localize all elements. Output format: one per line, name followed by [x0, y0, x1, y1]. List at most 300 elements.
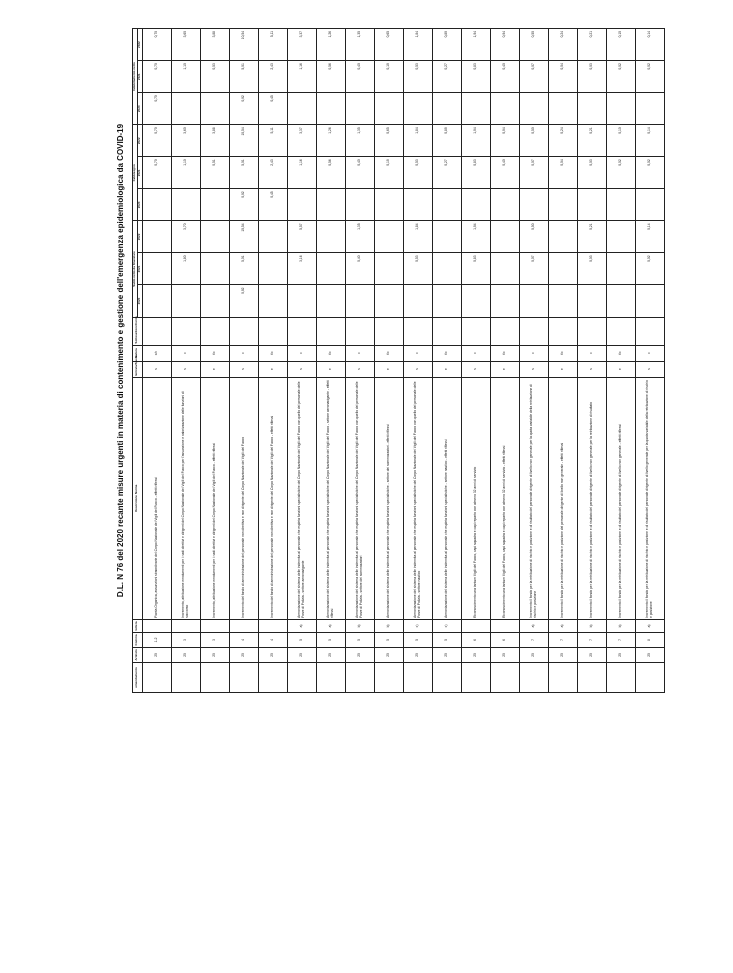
- header-comma: Comma: [133, 632, 143, 647]
- sottosettore-cell: [171, 317, 200, 345]
- header-descrizione: Descrizione Norma: [133, 377, 143, 619]
- table-row: [200, 29, 229, 693]
- comma-cell: 7: [606, 632, 635, 647]
- comma-cell: 1-2: [142, 632, 171, 647]
- header-year: 2020: [137, 189, 142, 221]
- sn-value-cell: 10,54: [229, 221, 258, 253]
- sn-value-cell: [432, 221, 461, 253]
- ind-value-cell: 0,65: [374, 29, 403, 61]
- lettera-cell: b): [606, 619, 635, 632]
- sottosettore-cell: [287, 317, 316, 345]
- table-row: [345, 29, 374, 693]
- fab-value-cell: [548, 189, 577, 221]
- comma-cell: 5: [403, 632, 432, 647]
- fab-value-cell: 0,07: [519, 157, 548, 189]
- sn-value-cell: [142, 285, 171, 317]
- header-entrata-spesa: Entrata/Spesa: [133, 361, 143, 377]
- ind-value-cell: 0,04: [548, 61, 577, 93]
- ind-value-cell: 2,43: [258, 61, 287, 93]
- natura-cell: t/c: [606, 345, 635, 361]
- lettera-cell: a): [519, 619, 548, 632]
- sottosettore-cell: [490, 317, 519, 345]
- ind-value-cell: 0,94: [490, 29, 519, 61]
- descrizione-cell: Armonizzazione del sistema delle indennita al personale che espleta funzioni specialistiche del Corpo Nazionale dei Vigili del Fuoco con quello del personale delle Forze di Polizia - settore aeronavigante: [287, 377, 316, 619]
- sn-value-cell: 3,16: [287, 253, 316, 285]
- ind-value-cell: 1,26: [316, 29, 345, 61]
- sn-value-cell: 0,53: [403, 253, 432, 285]
- articolo-cell: 20: [461, 647, 490, 662]
- articolo-cell: 20: [548, 647, 577, 662]
- lettera-cell: a): [548, 619, 577, 632]
- table-row: [142, 29, 171, 693]
- sottosettore-cell: [606, 317, 635, 345]
- articolo-cell: 20: [606, 647, 635, 662]
- articolo-cell: 20: [403, 647, 432, 662]
- header-sottosettore: Sottosettore/Conto: [133, 317, 143, 345]
- ind-value-cell: [200, 93, 229, 125]
- comma-cell: 7: [548, 632, 577, 647]
- articolo-cell: 20: [200, 647, 229, 662]
- ind-value-cell: 5,01: [229, 61, 258, 93]
- sn-value-cell: 1,80: [171, 253, 200, 285]
- fab-value-cell: [374, 189, 403, 221]
- fab-value-cell: 0,94: [490, 125, 519, 157]
- ind-value-cell: [606, 93, 635, 125]
- natura-cell: c/c: [142, 345, 171, 361]
- articolo-cell: 20: [635, 647, 664, 662]
- header-natura: Natura: [133, 345, 143, 361]
- descrizione-cell: Incremento il fondo per la retribuzione di rischio e posizione e di risultato del personale dirigente di livello non generale per la quota variabile della retribuzione di rischio e posizione: [519, 377, 548, 619]
- fab-value-cell: 0,92: [229, 189, 258, 221]
- lettera-cell: [461, 619, 490, 632]
- fab-value-cell: 0,14: [635, 125, 664, 157]
- emend-cell: [606, 662, 635, 692]
- sn-value-cell: 0,21: [577, 221, 606, 253]
- header-lettera: lettera: [133, 619, 143, 632]
- fab-value-cell: [316, 189, 345, 221]
- natura-cell: c: [519, 345, 548, 361]
- entrata-spesa-cell: s: [229, 361, 258, 377]
- ind-value-cell: 0,56: [316, 61, 345, 93]
- comma-cell: 6: [490, 632, 519, 647]
- natura-cell: c: [635, 345, 664, 361]
- table-row: [577, 29, 606, 693]
- emend-cell: [490, 662, 519, 692]
- natura-cell: c: [461, 345, 490, 361]
- fab-value-cell: 3,88: [200, 125, 229, 157]
- natura-cell: c: [171, 345, 200, 361]
- fab-value-cell: 0,53: [403, 157, 432, 189]
- sn-value-cell: 0,02: [635, 253, 664, 285]
- ind-value-cell: 1,84: [403, 29, 432, 61]
- emend-cell: [171, 662, 200, 692]
- fab-value-cell: 1,84: [403, 125, 432, 157]
- descrizione-cell: Armonizzazione del sistema delle indennita al personale che espleta funzioni specialistiche - settore dei sommozzatori - effetti riflessi: [374, 377, 403, 619]
- lettera-cell: c): [403, 619, 432, 632]
- header-year: 2022: [137, 221, 142, 253]
- sn-value-cell: [258, 253, 287, 285]
- fab-value-cell: 5,01: [229, 157, 258, 189]
- ind-value-cell: 1,35: [345, 29, 374, 61]
- emend-cell: [548, 662, 577, 692]
- sn-value-cell: [548, 285, 577, 317]
- natura-cell: t/c: [374, 345, 403, 361]
- sn-value-cell: [142, 253, 171, 285]
- entrata-spesa-cell: s: [171, 361, 200, 377]
- ind-value-cell: 0,50: [519, 29, 548, 61]
- ind-value-cell: 10,54: [229, 29, 258, 61]
- ind-value-cell: [345, 93, 374, 125]
- descrizione-cell: Riconoscimento una tantum Vigili del Fuoco, capi squadra e capi reparto con almeno 32 anni di servizio: [461, 377, 490, 619]
- ind-value-cell: 0,83: [461, 61, 490, 93]
- fab-value-cell: 0,40: [345, 157, 374, 189]
- sn-value-cell: [606, 221, 635, 253]
- emend-cell: [316, 662, 345, 692]
- emend-cell: [287, 662, 316, 692]
- ind-value-cell: 5,11: [258, 29, 287, 61]
- sottosettore-cell: [519, 317, 548, 345]
- entrata-spesa-cell: s: [142, 361, 171, 377]
- sn-value-cell: 3,70: [171, 221, 200, 253]
- fab-value-cell: 0,45: [258, 189, 287, 221]
- ind-value-cell: [316, 93, 345, 125]
- ind-value-cell: 0,19: [374, 61, 403, 93]
- fab-value-cell: [171, 189, 200, 221]
- sn-value-cell: 1,35: [345, 221, 374, 253]
- fab-value-cell: 0,04: [548, 157, 577, 189]
- header-year: 2020: [137, 93, 142, 125]
- emend-cell: [432, 662, 461, 692]
- fab-value-cell: 0,65: [374, 125, 403, 157]
- ind-value-cell: 1,94: [461, 29, 490, 61]
- ind-value-cell: 0,27: [432, 61, 461, 93]
- header-year: 2021: [137, 157, 142, 189]
- articolo-cell: 20: [316, 647, 345, 662]
- sn-value-cell: 0,40: [345, 253, 374, 285]
- descrizione-cell: Incremento il fondo per la retribuzione di rischio e posizione e di risultato del personale dirigente di livello non generale per la retribuzione di risultato: [577, 377, 606, 619]
- sn-value-cell: [548, 221, 577, 253]
- natura-cell: c: [345, 345, 374, 361]
- sn-value-cell: [200, 253, 229, 285]
- entrata-spesa-cell: s: [519, 361, 548, 377]
- emend-cell: [200, 662, 229, 692]
- table-row: [519, 29, 548, 693]
- fab-value-cell: 0,21: [577, 125, 606, 157]
- sottosettore-cell: [316, 317, 345, 345]
- fab-value-cell: [432, 189, 461, 221]
- ind-value-cell: 0,45: [258, 93, 287, 125]
- descrizione-cell: Incremento, attribuzione emolumenti per i ruoli direttivi e dirigenti del Corpo Nazionale dei Vigili del Fuoco per l'assunzione e valorizzazione delle funzioni di soccorso: [171, 377, 200, 619]
- lettera-cell: [258, 619, 287, 632]
- descrizione-cell: Armonizzazione del sistema delle indennita al personale che espleta funzioni specialistiche del Corpo Nazionale dei Vigili del Fuoco con quello del personale delle Forze di Polizia - settore dei sommozzatori: [345, 377, 374, 619]
- table-row: [461, 29, 490, 693]
- comma-cell: 4: [258, 632, 287, 647]
- natura-cell: t/c: [258, 345, 287, 361]
- sottosettore-cell: [142, 317, 171, 345]
- articolo-cell: 20: [577, 647, 606, 662]
- table-row: [287, 29, 316, 693]
- sn-value-cell: 0,03: [577, 253, 606, 285]
- lettera-cell: [171, 619, 200, 632]
- emend-cell: [258, 662, 287, 692]
- descrizione-cell: Incremento il fondo per la retribuzione di rischio e posizione e di risultato del personale dirigente di livello generale per la quota variabile della retribuzione di rischio e posizione: [635, 377, 664, 619]
- sn-value-cell: [606, 253, 635, 285]
- fab-value-cell: [577, 189, 606, 221]
- ind-value-cell: 0,40: [345, 61, 374, 93]
- emend-cell: [374, 662, 403, 692]
- fab-value-cell: [519, 189, 548, 221]
- natura-cell: t/c: [548, 345, 577, 361]
- lettera-cell: a): [287, 619, 316, 632]
- fab-value-cell: 3,60: [171, 125, 200, 157]
- sn-value-cell: [316, 221, 345, 253]
- ind-value-cell: 1,16: [287, 61, 316, 93]
- ind-value-cell: [432, 93, 461, 125]
- fab-value-cell: [287, 189, 316, 221]
- table-row: [403, 29, 432, 693]
- sn-value-cell: [577, 285, 606, 317]
- lettera-cell: [142, 619, 171, 632]
- ind-value-cell: 0,70: [142, 93, 171, 125]
- comma-cell: 7: [519, 632, 548, 647]
- comma-cell: 5: [432, 632, 461, 647]
- sottosettore-cell: [432, 317, 461, 345]
- articolo-cell: 20: [229, 647, 258, 662]
- fab-value-cell: 10,54: [229, 125, 258, 157]
- entrata-spesa-cell: e: [200, 361, 229, 377]
- ind-value-cell: [577, 93, 606, 125]
- fab-value-cell: [490, 189, 519, 221]
- descrizione-cell: Incremento, attribuzione emolumenti per i ruoli direttivi e dirigenti del Corpo Nazionale dei Vigili del Fuoco - effetti riflessi: [200, 377, 229, 619]
- header-saldo-netto: Saldo netto da finanziare: [133, 221, 138, 317]
- articolo-cell: 20: [258, 647, 287, 662]
- sn-value-cell: [287, 285, 316, 317]
- table-row: [229, 29, 258, 693]
- sn-value-cell: 1,94: [461, 221, 490, 253]
- articolo-cell: 20: [345, 647, 374, 662]
- header-indebitamento: Indebitamento netto: [133, 29, 138, 125]
- entrata-spesa-cell: e: [374, 361, 403, 377]
- sn-value-cell: [635, 285, 664, 317]
- header-emendamento: emendamento: [133, 662, 143, 692]
- fab-value-cell: [606, 189, 635, 221]
- emend-cell: [142, 662, 171, 692]
- ind-value-cell: [635, 93, 664, 125]
- comma-cell: 3: [200, 632, 229, 647]
- sn-value-cell: [432, 285, 461, 317]
- sottosettore-cell: [548, 317, 577, 345]
- table-row: [490, 29, 519, 693]
- entrata-spesa-cell: s: [345, 361, 374, 377]
- sn-value-cell: [490, 253, 519, 285]
- comma-cell: 7: [577, 632, 606, 647]
- natura-cell: c: [403, 345, 432, 361]
- table-row: [171, 29, 200, 693]
- lettera-cell: [490, 619, 519, 632]
- fab-value-cell: 0,02: [606, 157, 635, 189]
- ind-value-cell: 0,10: [606, 29, 635, 61]
- sn-value-cell: [374, 253, 403, 285]
- table-row: [432, 29, 461, 693]
- fab-value-cell: 0,27: [432, 157, 461, 189]
- natura-cell: c: [577, 345, 606, 361]
- fab-value-cell: 3,37: [287, 125, 316, 157]
- ind-value-cell: 0,21: [577, 29, 606, 61]
- fab-value-cell: 0,56: [316, 157, 345, 189]
- ind-value-cell: 0,53: [200, 61, 229, 93]
- lettera-cell: [229, 619, 258, 632]
- sottosettore-cell: [229, 317, 258, 345]
- fab-value-cell: [142, 189, 171, 221]
- entrata-spesa-cell: e: [432, 361, 461, 377]
- sn-value-cell: [258, 285, 287, 317]
- sn-value-cell: [432, 253, 461, 285]
- sn-value-cell: [519, 285, 548, 317]
- fab-value-cell: 1,10: [171, 157, 200, 189]
- comma-cell: 5: [345, 632, 374, 647]
- comma-cell: 8: [635, 632, 664, 647]
- emend-cell: [461, 662, 490, 692]
- natura-cell: c: [229, 345, 258, 361]
- sn-value-cell: [345, 285, 374, 317]
- ind-value-cell: 0,70: [142, 29, 171, 61]
- sottosettore-cell: [374, 317, 403, 345]
- ind-value-cell: 0,53: [403, 61, 432, 93]
- header-year: 2022: [137, 29, 142, 61]
- ind-value-cell: 0,89: [432, 29, 461, 61]
- ind-value-cell: 0,70: [142, 61, 171, 93]
- sn-value-cell: [403, 285, 432, 317]
- entrata-spesa-cell: e: [490, 361, 519, 377]
- sn-value-cell: [316, 285, 345, 317]
- sn-value-cell: [374, 221, 403, 253]
- fab-value-cell: 2,43: [258, 157, 287, 189]
- sn-value-cell: 0,14: [635, 221, 664, 253]
- fab-value-cell: 0,70: [142, 157, 171, 189]
- natura-cell: t/c: [200, 345, 229, 361]
- table-row: [316, 29, 345, 693]
- ind-value-cell: [519, 93, 548, 125]
- ind-value-cell: [374, 93, 403, 125]
- fab-value-cell: 0,10: [606, 125, 635, 157]
- ind-value-cell: [171, 93, 200, 125]
- sottosettore-cell: [577, 317, 606, 345]
- lettera-cell: b): [345, 619, 374, 632]
- table-row: [374, 29, 403, 693]
- fab-value-cell: 1,16: [287, 157, 316, 189]
- sn-value-cell: [316, 253, 345, 285]
- fab-value-cell: 0,51: [200, 157, 229, 189]
- ind-value-cell: 0,14: [635, 29, 664, 61]
- rotated-table-sheet: [110, 28, 730, 693]
- sn-value-cell: [490, 285, 519, 317]
- sn-value-cell: [171, 285, 200, 317]
- entrata-spesa-cell: s: [461, 361, 490, 377]
- articolo-cell: 20: [432, 647, 461, 662]
- fab-value-cell: 0,24: [548, 125, 577, 157]
- lettera-cell: c): [432, 619, 461, 632]
- ind-value-cell: [490, 93, 519, 125]
- descrizione-cell: Incremento il fondo per la retribuzione di rischio e posizione del personale dirigente di livello non generale - effetti riflessi: [548, 377, 577, 619]
- sottosettore-cell: [635, 317, 664, 345]
- ind-value-cell: [461, 93, 490, 125]
- sn-value-cell: [374, 285, 403, 317]
- sn-value-cell: [461, 285, 490, 317]
- lettera-cell: a): [316, 619, 345, 632]
- entrata-spesa-cell: s: [403, 361, 432, 377]
- financial-effects-table: [132, 28, 665, 693]
- header-year: 2021: [137, 253, 142, 285]
- fab-value-cell: 0,02: [635, 157, 664, 189]
- emend-cell: [345, 662, 374, 692]
- comma-cell: 5: [316, 632, 345, 647]
- header-articolo: Articolo: [133, 647, 143, 662]
- sn-value-cell: [142, 221, 171, 253]
- articolo-cell: 20: [519, 647, 548, 662]
- articolo-cell: 20: [287, 647, 316, 662]
- articolo-cell: 20: [490, 647, 519, 662]
- entrata-spesa-cell: e: [316, 361, 345, 377]
- sn-value-cell: [200, 221, 229, 253]
- fab-value-cell: 0,70: [142, 125, 171, 157]
- ind-value-cell: 0,40: [490, 61, 519, 93]
- fab-value-cell: 1,35: [345, 125, 374, 157]
- descrizione-cell: Incremento il fondo per la retribuzione di rischio e posizione e di risultato del personale dirigente di livello non generale - effetti riflessi: [606, 377, 635, 619]
- header-fabbisogno: Fabbisogno: [133, 125, 138, 221]
- entrata-spesa-cell: s: [635, 361, 664, 377]
- fab-value-cell: 0,89: [432, 125, 461, 157]
- fab-value-cell: 0,83: [461, 157, 490, 189]
- sn-value-cell: [490, 221, 519, 253]
- ind-value-cell: 3,37: [287, 29, 316, 61]
- table-row: [258, 29, 287, 693]
- natura-cell: t/c: [490, 345, 519, 361]
- table-row: [635, 29, 664, 693]
- ind-value-cell: 0,03: [577, 61, 606, 93]
- comma-cell: 5: [287, 632, 316, 647]
- sn-value-cell: 0,83: [461, 253, 490, 285]
- table-row: [548, 29, 577, 693]
- entrata-spesa-cell: e: [606, 361, 635, 377]
- ind-value-cell: 1,10: [171, 61, 200, 93]
- header-year: 2021: [137, 61, 142, 93]
- sn-value-cell: 0,07: [519, 253, 548, 285]
- lettera-cell: a): [635, 619, 664, 632]
- natura-cell: t/c: [432, 345, 461, 361]
- ind-value-cell: 0,24: [548, 29, 577, 61]
- descrizione-cell: Pianta Organica, assunzioni straordinarie del Corpo Nazionale dei Vigili del Fuoco - effetti riflessi: [142, 377, 171, 619]
- entrata-spesa-cell: s: [287, 361, 316, 377]
- ind-value-cell: 0,02: [606, 61, 635, 93]
- entrata-spesa-cell: e: [548, 361, 577, 377]
- emend-cell: [229, 662, 258, 692]
- sn-value-cell: 5,01: [229, 253, 258, 285]
- ind-value-cell: 3,88: [200, 29, 229, 61]
- header-year: 2022: [137, 125, 142, 157]
- descrizione-cell: Armonizzazione del sistema delle indennita al personale che espleta funzioni specialistiche del Corpo Nazionale dei Vigili del Fuoco - settore aeronavigante - effetti riflessi: [316, 377, 345, 619]
- table-body: [142, 29, 664, 693]
- fab-value-cell: 0,03: [577, 157, 606, 189]
- entrata-spesa-cell: s: [577, 361, 606, 377]
- fab-value-cell: [345, 189, 374, 221]
- fab-value-cell: 5,11: [258, 125, 287, 157]
- ind-value-cell: 0,92: [229, 93, 258, 125]
- descrizione-cell: Riconoscimento una tantum Vigili del Fuoco, capi squadra e capi reparto con almeno 32 anni di servizio - effetti riflessi: [490, 377, 519, 619]
- document-title: D.L. N 76 del 2020 recante misure urgenti in materia di contenimento e gestione dell'emergenza epidemiologica da COVID-19: [116, 123, 125, 598]
- fab-value-cell: 0,19: [374, 157, 403, 189]
- lettera-cell: [200, 619, 229, 632]
- sn-value-cell: 1,84: [403, 221, 432, 253]
